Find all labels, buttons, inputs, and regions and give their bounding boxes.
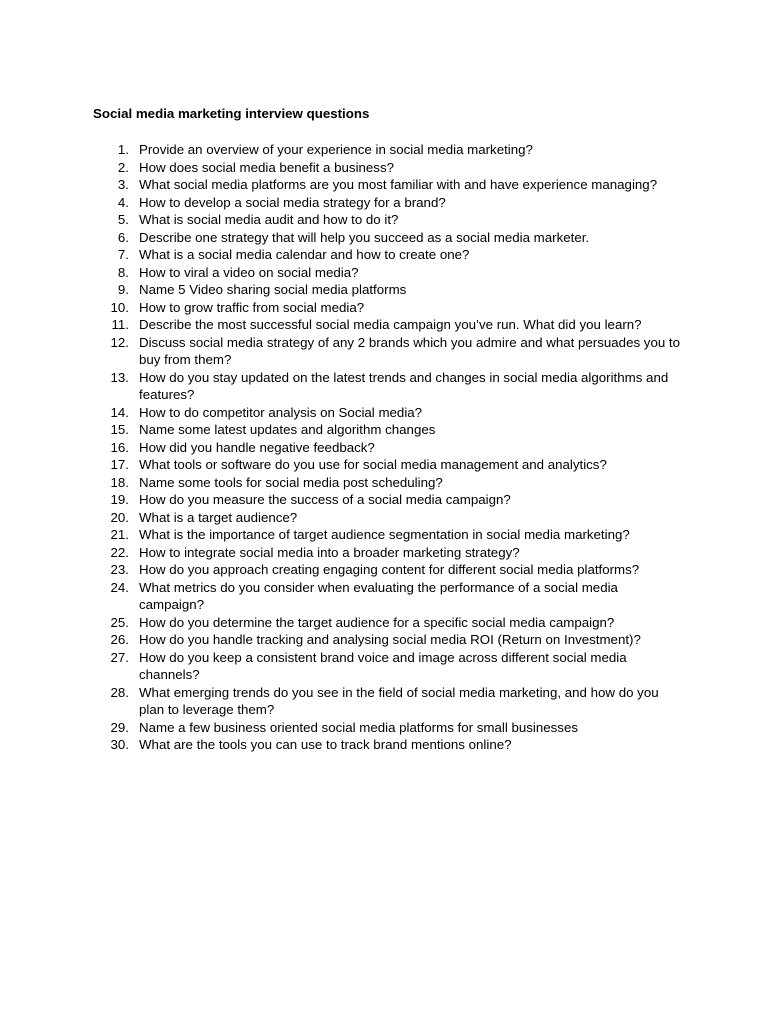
question-number: 16. bbox=[110, 439, 129, 455]
question-text: Discuss social media strategy of any 2 brands which you admire and what persuades you to buy from them? bbox=[139, 334, 681, 367]
question-text: Describe the most successful social media campaign you’ve run. What did you learn? bbox=[139, 317, 642, 332]
question-text: What metrics do you consider when evaluating the performance of a social media campaign? bbox=[139, 579, 618, 612]
question-text: How to viral a video on social media? bbox=[139, 264, 359, 280]
question-item bbox=[93, 509, 683, 527]
question-item bbox=[93, 439, 683, 457]
document-title: Social media marketing interview questions bbox=[93, 106, 370, 121]
question-item bbox=[93, 159, 683, 177]
question-number: 22. bbox=[110, 544, 129, 560]
question-item bbox=[93, 404, 683, 422]
question-item bbox=[93, 631, 683, 649]
question-text: How do you measure the success of a social media campaign? bbox=[139, 492, 511, 507]
question-item bbox=[93, 579, 683, 614]
question-item bbox=[93, 474, 683, 492]
question-number: 25. bbox=[110, 614, 129, 630]
question-list bbox=[93, 141, 683, 754]
question-number: 4. bbox=[117, 194, 129, 210]
question-number: 5. bbox=[117, 212, 129, 227]
question-item bbox=[93, 526, 683, 544]
question-item bbox=[93, 299, 683, 317]
question-item bbox=[93, 369, 683, 404]
question-item bbox=[93, 264, 683, 282]
question-number: 18. bbox=[110, 474, 129, 490]
question-text: How do you determine the target audience for a specific social media campaign? bbox=[139, 614, 615, 630]
question-item bbox=[93, 176, 683, 194]
question-number: 12. bbox=[110, 334, 129, 350]
question-text: How do you stay updated on the latest trends and changes in social media algorithms and features? bbox=[139, 369, 669, 402]
question-text: How do you approach creating engaging content for different social media platforms? bbox=[139, 562, 640, 577]
question-text: How to grow traffic from social media? bbox=[139, 299, 365, 315]
question-number: 8. bbox=[117, 264, 129, 280]
question-number: 14. bbox=[110, 404, 129, 420]
question-item bbox=[93, 544, 683, 562]
question-item bbox=[93, 316, 683, 334]
question-number: 7. bbox=[117, 247, 129, 262]
question-item bbox=[93, 141, 683, 159]
question-text: Provide an overview of your experience in social media marketing? bbox=[139, 142, 533, 157]
question-text: What tools or software do you use for social media management and analytics? bbox=[139, 457, 607, 472]
question-text: How does social media benefit a business? bbox=[139, 159, 395, 175]
question-text: How did you handle negative feedback? bbox=[139, 439, 375, 455]
question-text: How to integrate social media into a broader marketing strategy? bbox=[139, 544, 520, 560]
question-text: Name some tools for social media post scheduling? bbox=[139, 474, 443, 490]
question-text: How to do competitor analysis on Social media? bbox=[139, 404, 423, 420]
question-text: How to develop a social media strategy for a brand? bbox=[139, 194, 446, 210]
question-item bbox=[93, 736, 683, 754]
question-number: 3. bbox=[117, 177, 129, 192]
question-text: How do you handle tracking and analysing social media ROI (Return on Investment)? bbox=[139, 632, 641, 647]
question-item bbox=[93, 719, 683, 737]
question-number: 23. bbox=[110, 562, 129, 577]
question-item bbox=[93, 561, 683, 579]
question-item bbox=[93, 421, 683, 439]
question-number: 13. bbox=[110, 369, 129, 385]
question-number: 19. bbox=[110, 492, 129, 507]
question-text: What is the importance of target audience segmentation in social media marketing? bbox=[139, 527, 630, 542]
question-number: 11. bbox=[111, 317, 129, 332]
question-item bbox=[93, 491, 683, 509]
question-number: 15. bbox=[110, 422, 129, 437]
question-number: 2. bbox=[117, 159, 129, 175]
question-text: Name a few business oriented social media platforms for small businesses bbox=[139, 719, 578, 735]
question-number: 17. bbox=[110, 457, 129, 472]
question-number: 9. bbox=[117, 282, 129, 297]
question-number: 20. bbox=[110, 509, 129, 525]
question-text: Name 5 Video sharing social media platforms bbox=[139, 282, 407, 297]
question-number: 30. bbox=[110, 737, 129, 752]
question-item bbox=[93, 281, 683, 299]
question-number: 6. bbox=[117, 229, 129, 245]
question-number: 26. bbox=[110, 632, 129, 647]
question-text: What emerging trends do you see in the field of social media marketing, and how do you plan to leverage them? bbox=[139, 684, 659, 717]
question-text: How do you keep a consistent brand voice and image across different social media channels? bbox=[139, 649, 627, 682]
question-number: 29. bbox=[110, 719, 129, 735]
question-text: Name some latest updates and algorithm changes bbox=[139, 422, 436, 437]
question-item bbox=[93, 246, 683, 264]
question-text: Describe one strategy that will help you succeed as a social media marketer. bbox=[139, 229, 590, 245]
question-text: What is a social media calendar and how to create one? bbox=[139, 247, 470, 262]
question-number: 10. bbox=[110, 299, 129, 315]
question-text: What social media platforms are you most familiar with and have experience managing? bbox=[139, 177, 658, 192]
question-text: What is social media audit and how to do it? bbox=[139, 212, 399, 227]
question-item bbox=[93, 334, 683, 369]
question-text: What is a target audience? bbox=[139, 509, 298, 525]
question-number: 24. bbox=[110, 579, 129, 595]
question-item bbox=[93, 194, 683, 212]
question-number: 1. bbox=[117, 142, 129, 157]
question-item bbox=[93, 229, 683, 247]
question-item bbox=[93, 649, 683, 684]
question-item bbox=[93, 456, 683, 474]
question-text: What are the tools you can use to track brand mentions online? bbox=[139, 737, 512, 752]
question-item bbox=[93, 684, 683, 719]
question-item bbox=[93, 211, 683, 229]
question-item bbox=[93, 614, 683, 632]
question-number: 27. bbox=[110, 649, 129, 665]
question-number: 28. bbox=[110, 684, 129, 700]
question-number: 21. bbox=[110, 527, 129, 542]
